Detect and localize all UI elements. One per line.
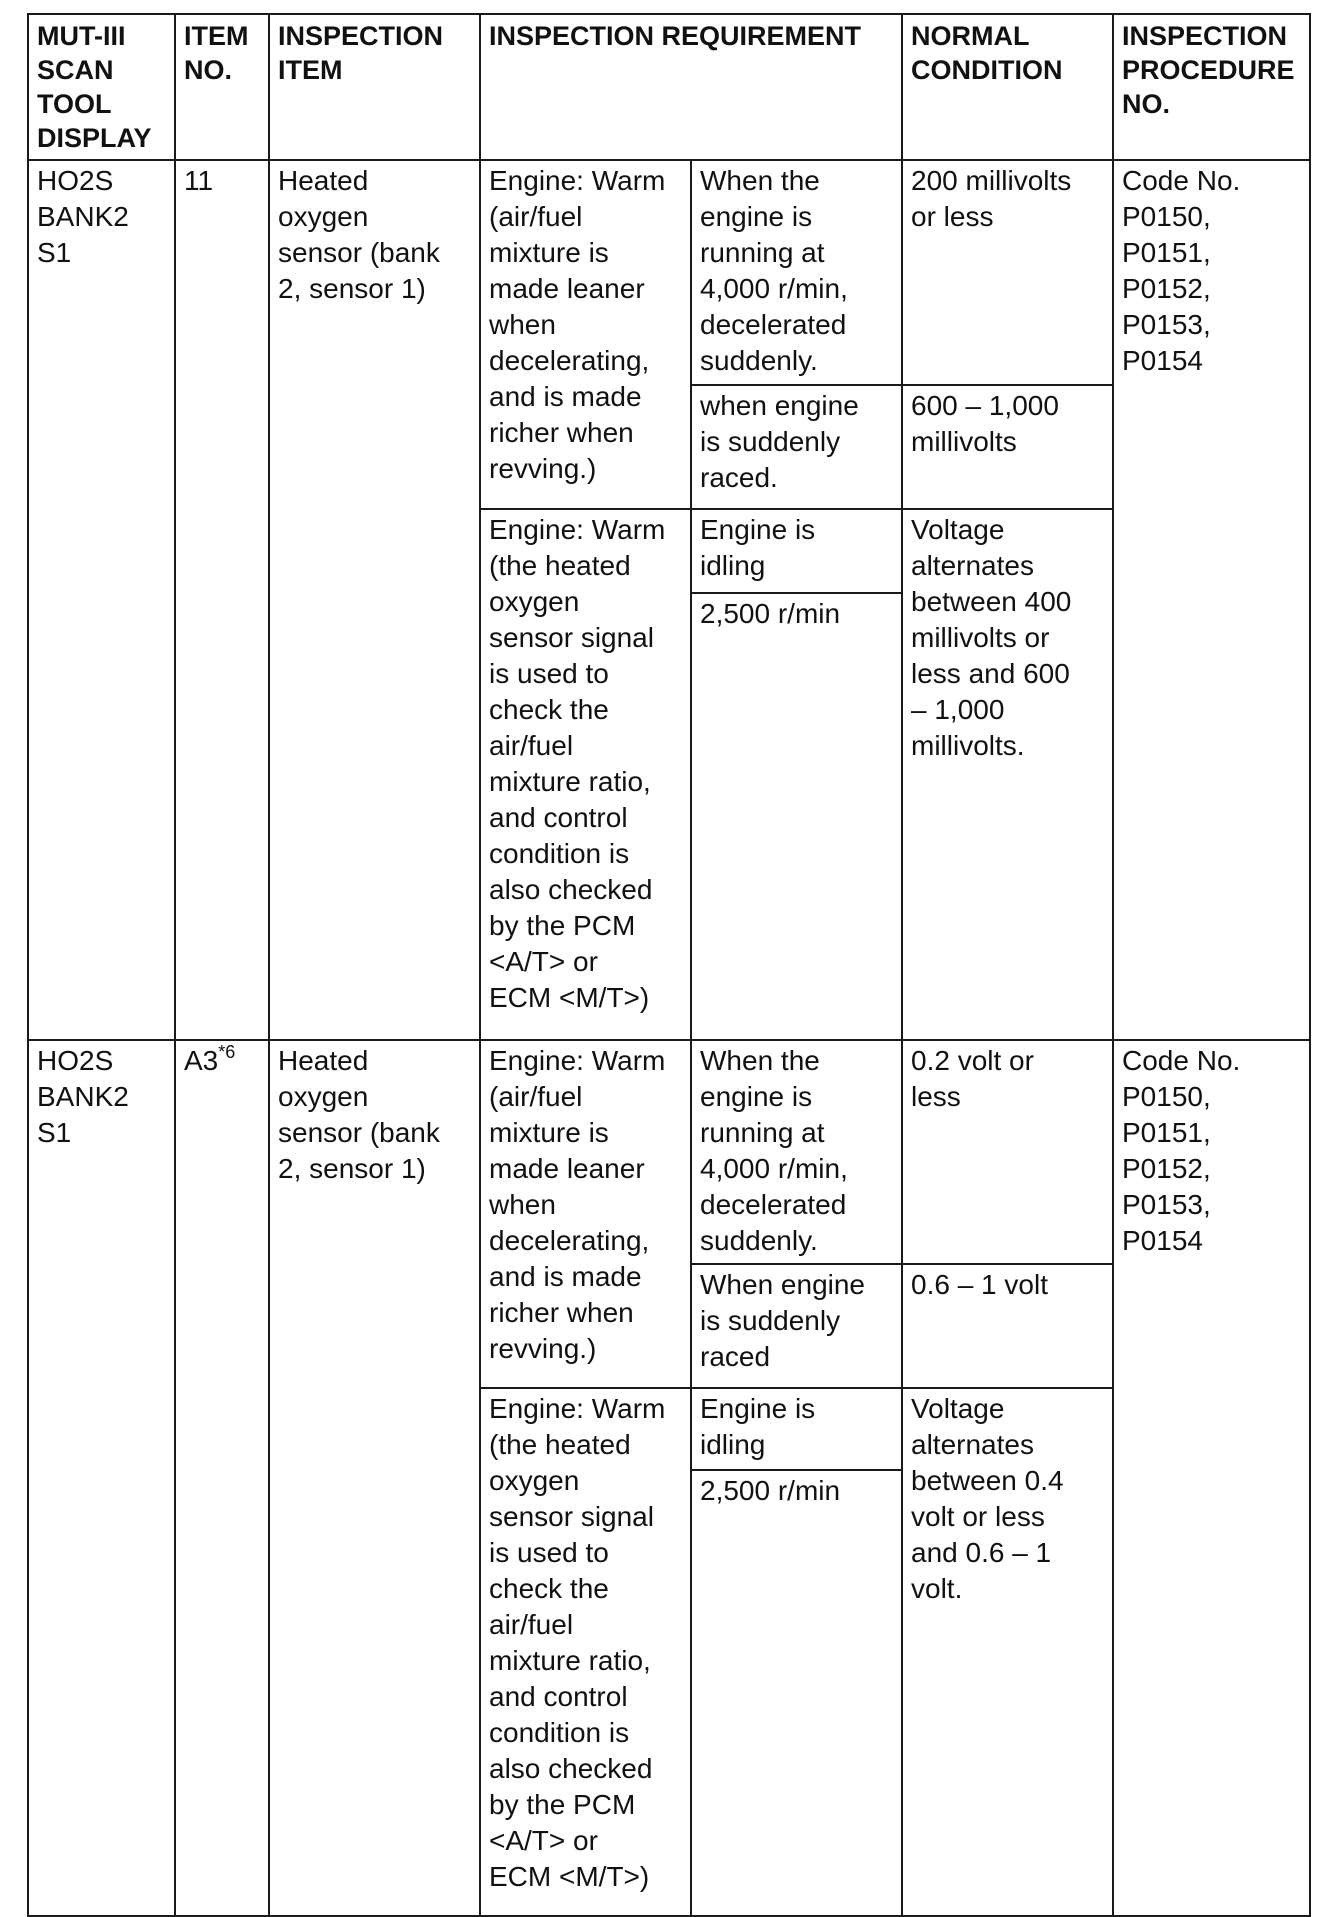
text-line: condition is — [489, 1717, 630, 1748]
item-no-footnote: *6 — [218, 1041, 236, 1062]
text-line: sensor (bank — [278, 1117, 440, 1148]
text-line: idling — [700, 550, 766, 581]
text-line: and is made — [489, 1261, 642, 1292]
text-line: Engine: Warm — [489, 514, 666, 545]
text-line: oxygen — [489, 1465, 580, 1496]
text-line: ECM <M/T>) — [489, 1861, 650, 1892]
text-line: INSPECTION REQUIREMENT — [489, 21, 862, 51]
text-line: is used to — [489, 1537, 609, 1568]
scan-tool-display-cell — [28, 160, 175, 1040]
text-line: millivolts. — [911, 730, 1025, 761]
text-line: condition is — [489, 838, 630, 869]
inspection-procedure-cell — [1113, 1040, 1310, 1916]
text-line: Engine is — [700, 1393, 816, 1424]
header-scan-tool-display — [28, 14, 175, 160]
item-no-cell — [175, 1040, 269, 1916]
normal-condition-cell — [902, 385, 1113, 509]
text-line: richer when — [489, 417, 634, 448]
text-line: 4,000 r/min, — [700, 1153, 848, 1184]
text-line: less and 600 — [911, 658, 1070, 689]
text-line: oxygen — [489, 586, 580, 617]
text-line: Voltage — [911, 1393, 1005, 1424]
text-line: P0151, — [1122, 237, 1211, 268]
text-line: DISPLAY — [37, 123, 152, 153]
text-line: ITEM — [184, 21, 249, 51]
text-line: and control — [489, 1681, 628, 1712]
text-line: When the — [700, 1045, 820, 1076]
text-line: suddenly. — [700, 1225, 818, 1256]
inspection-item-cell — [269, 160, 480, 1040]
text-line: check the — [489, 1573, 609, 1604]
text-line: When the — [700, 165, 820, 196]
condition-cell — [691, 1388, 902, 1470]
text-line: volt. — [911, 1573, 963, 1604]
text-line: 2,500 r/min — [700, 598, 841, 629]
table-row — [28, 1040, 1310, 1264]
text-line: revving.) — [489, 453, 597, 484]
text-line: volt or less — [911, 1501, 1045, 1532]
requirement-cell — [480, 1388, 691, 1916]
normal-condition-cell — [902, 509, 1113, 1040]
text-line: when engine — [700, 390, 859, 421]
text-line: 600 – 1,000 — [911, 390, 1059, 421]
text-line: <A/T> or — [489, 1825, 598, 1856]
text-line: when — [489, 309, 556, 340]
text-line: mixture is — [489, 1117, 609, 1148]
text-line: is used to — [489, 658, 609, 689]
text-line: 2,500 r/min — [700, 1475, 841, 1506]
text-line: BANK2 — [37, 1081, 129, 1112]
text-line: decelerating, — [489, 1225, 650, 1256]
text-line: Heated — [278, 165, 369, 196]
text-line: (air/fuel — [489, 201, 583, 232]
text-line: MUT-III — [37, 21, 126, 51]
text-line: P0152, — [1122, 1153, 1211, 1184]
text-line: alternates — [911, 1429, 1034, 1460]
normal-condition-cell — [902, 1264, 1113, 1388]
text-line: running at — [700, 1117, 825, 1148]
text-line: <A/T> or — [489, 946, 598, 977]
text-line: engine is — [700, 1081, 813, 1112]
normal-condition-cell — [902, 160, 1113, 385]
text-line: sensor signal — [489, 622, 654, 653]
requirement-cell — [480, 1040, 691, 1388]
text-line: and 0.6 – 1 — [911, 1537, 1052, 1568]
header-inspection-procedure-no — [1113, 14, 1310, 160]
text-line: idling — [700, 1429, 766, 1460]
text-line: decelerating, — [489, 345, 650, 376]
text-line: When engine — [700, 1269, 866, 1300]
text-line: made leaner — [489, 1153, 645, 1184]
requirement-cell — [480, 509, 691, 1040]
condition-cell — [691, 593, 902, 1040]
text-line: 2, sensor 1) — [278, 273, 426, 304]
header-inspection-requirement — [480, 14, 902, 160]
text-line: and control — [489, 802, 628, 833]
text-line: is suddenly — [700, 1305, 841, 1336]
text-line: (the heated — [489, 1429, 631, 1460]
text-line: 0.6 – 1 volt — [911, 1269, 1048, 1300]
text-line: or less — [911, 201, 994, 232]
header-normal-condition — [902, 14, 1113, 160]
text-line: Engine: Warm — [489, 1393, 666, 1424]
text-line: running at — [700, 237, 825, 268]
text-line: 4,000 r/min, — [700, 273, 848, 304]
text-line: between 0.4 — [911, 1465, 1064, 1496]
text-line: – 1,000 — [911, 694, 1005, 725]
text-line: (the heated — [489, 550, 631, 581]
text-line: revving.) — [489, 1333, 597, 1364]
table-row — [28, 160, 1310, 385]
text-line: (air/fuel — [489, 1081, 583, 1112]
text-line: mixture ratio, — [489, 1645, 651, 1676]
text-line: S1 — [37, 1117, 72, 1148]
text-line: by the PCM — [489, 1789, 636, 1820]
text-line: INSPECTION — [278, 21, 444, 51]
text-line: oxygen — [278, 201, 369, 232]
item-no-cell — [175, 160, 269, 1040]
text-line: NO. — [1122, 89, 1171, 119]
condition-cell — [691, 160, 902, 385]
text-line: BANK2 — [37, 201, 129, 232]
text-line: SCAN — [37, 55, 114, 85]
text-line: Engine: Warm — [489, 1045, 666, 1076]
normal-condition-cell — [902, 1040, 1113, 1264]
text-line: Heated — [278, 1045, 369, 1076]
normal-condition-cell — [902, 1388, 1113, 1916]
text-line: raced — [700, 1341, 771, 1372]
text-line: P0153, — [1122, 309, 1211, 340]
text-line: sensor signal — [489, 1501, 654, 1532]
condition-cell — [691, 1470, 902, 1916]
text-line: Engine: Warm — [489, 165, 666, 196]
text-line: PROCEDURE — [1122, 55, 1295, 85]
condition-cell — [691, 1040, 902, 1264]
text-line: P0153, — [1122, 1189, 1211, 1220]
header-item-no — [175, 14, 269, 160]
text-line: less — [911, 1081, 961, 1112]
text-line: richer when — [489, 1297, 634, 1328]
text-line: HO2S — [37, 1045, 114, 1076]
text-line: made leaner — [489, 273, 645, 304]
text-line: air/fuel — [489, 1609, 574, 1640]
text-line: Code No. — [1122, 1045, 1241, 1076]
item-no-value: A3 — [184, 1045, 219, 1076]
text-line: mixture ratio, — [489, 766, 651, 797]
text-line: sensor (bank — [278, 237, 440, 268]
text-line: CONDITION — [911, 55, 1063, 85]
text-line: NO. — [184, 55, 233, 85]
text-line: suddenly. — [700, 345, 818, 376]
header-inspection-item — [269, 14, 480, 160]
text-line: 200 millivolts — [911, 165, 1072, 196]
inspection-table — [27, 13, 1311, 1917]
text-line: 2, sensor 1) — [278, 1153, 426, 1184]
text-line: by the PCM — [489, 910, 636, 941]
text-line: P0154 — [1122, 345, 1203, 376]
text-line: HO2S — [37, 165, 114, 196]
text-line: NORMAL — [911, 21, 1030, 51]
text-line: ITEM — [278, 55, 343, 85]
scan-tool-display-cell — [28, 1040, 175, 1916]
text-line: mixture is — [489, 237, 609, 268]
text-line: millivolts — [911, 426, 1017, 457]
text-line: Voltage — [911, 514, 1005, 545]
text-line: check the — [489, 694, 609, 725]
text-line: raced. — [700, 462, 778, 493]
text-line: and is made — [489, 381, 642, 412]
text-line: between 400 — [911, 586, 1072, 617]
text-line: P0151, — [1122, 1117, 1211, 1148]
text-line: P0150, — [1122, 201, 1211, 232]
text-line: air/fuel — [489, 730, 574, 761]
text-line: oxygen — [278, 1081, 369, 1112]
text-line: INSPECTION — [1122, 21, 1288, 51]
condition-cell — [691, 385, 902, 509]
text-line: TOOL — [37, 89, 112, 119]
text-line: engine is — [700, 201, 813, 232]
text-line: P0150, — [1122, 1081, 1211, 1112]
text-line: is suddenly — [700, 426, 841, 457]
text-line: Engine is — [700, 514, 816, 545]
text-line: millivolts or — [911, 622, 1050, 653]
text-line: when — [489, 1189, 556, 1220]
header-row — [28, 14, 1310, 160]
inspection-item-cell — [269, 1040, 480, 1916]
text-line: S1 — [37, 237, 72, 268]
text-line: alternates — [911, 550, 1034, 581]
text-line: also checked — [489, 1753, 653, 1784]
text-line: Code No. — [1122, 165, 1241, 196]
text-line: P0152, — [1122, 273, 1211, 304]
text-line: P0154 — [1122, 1225, 1203, 1256]
text-line: ECM <M/T>) — [489, 982, 650, 1013]
text-line: decelerated — [700, 309, 847, 340]
requirement-cell — [480, 160, 691, 509]
text-line: decelerated — [700, 1189, 847, 1220]
item-no-value: 11 — [184, 165, 214, 196]
text-line: 0.2 volt or — [911, 1045, 1034, 1076]
text-line: also checked — [489, 874, 653, 905]
condition-cell — [691, 1264, 902, 1388]
inspection-procedure-cell — [1113, 160, 1310, 1040]
condition-cell — [691, 509, 902, 593]
